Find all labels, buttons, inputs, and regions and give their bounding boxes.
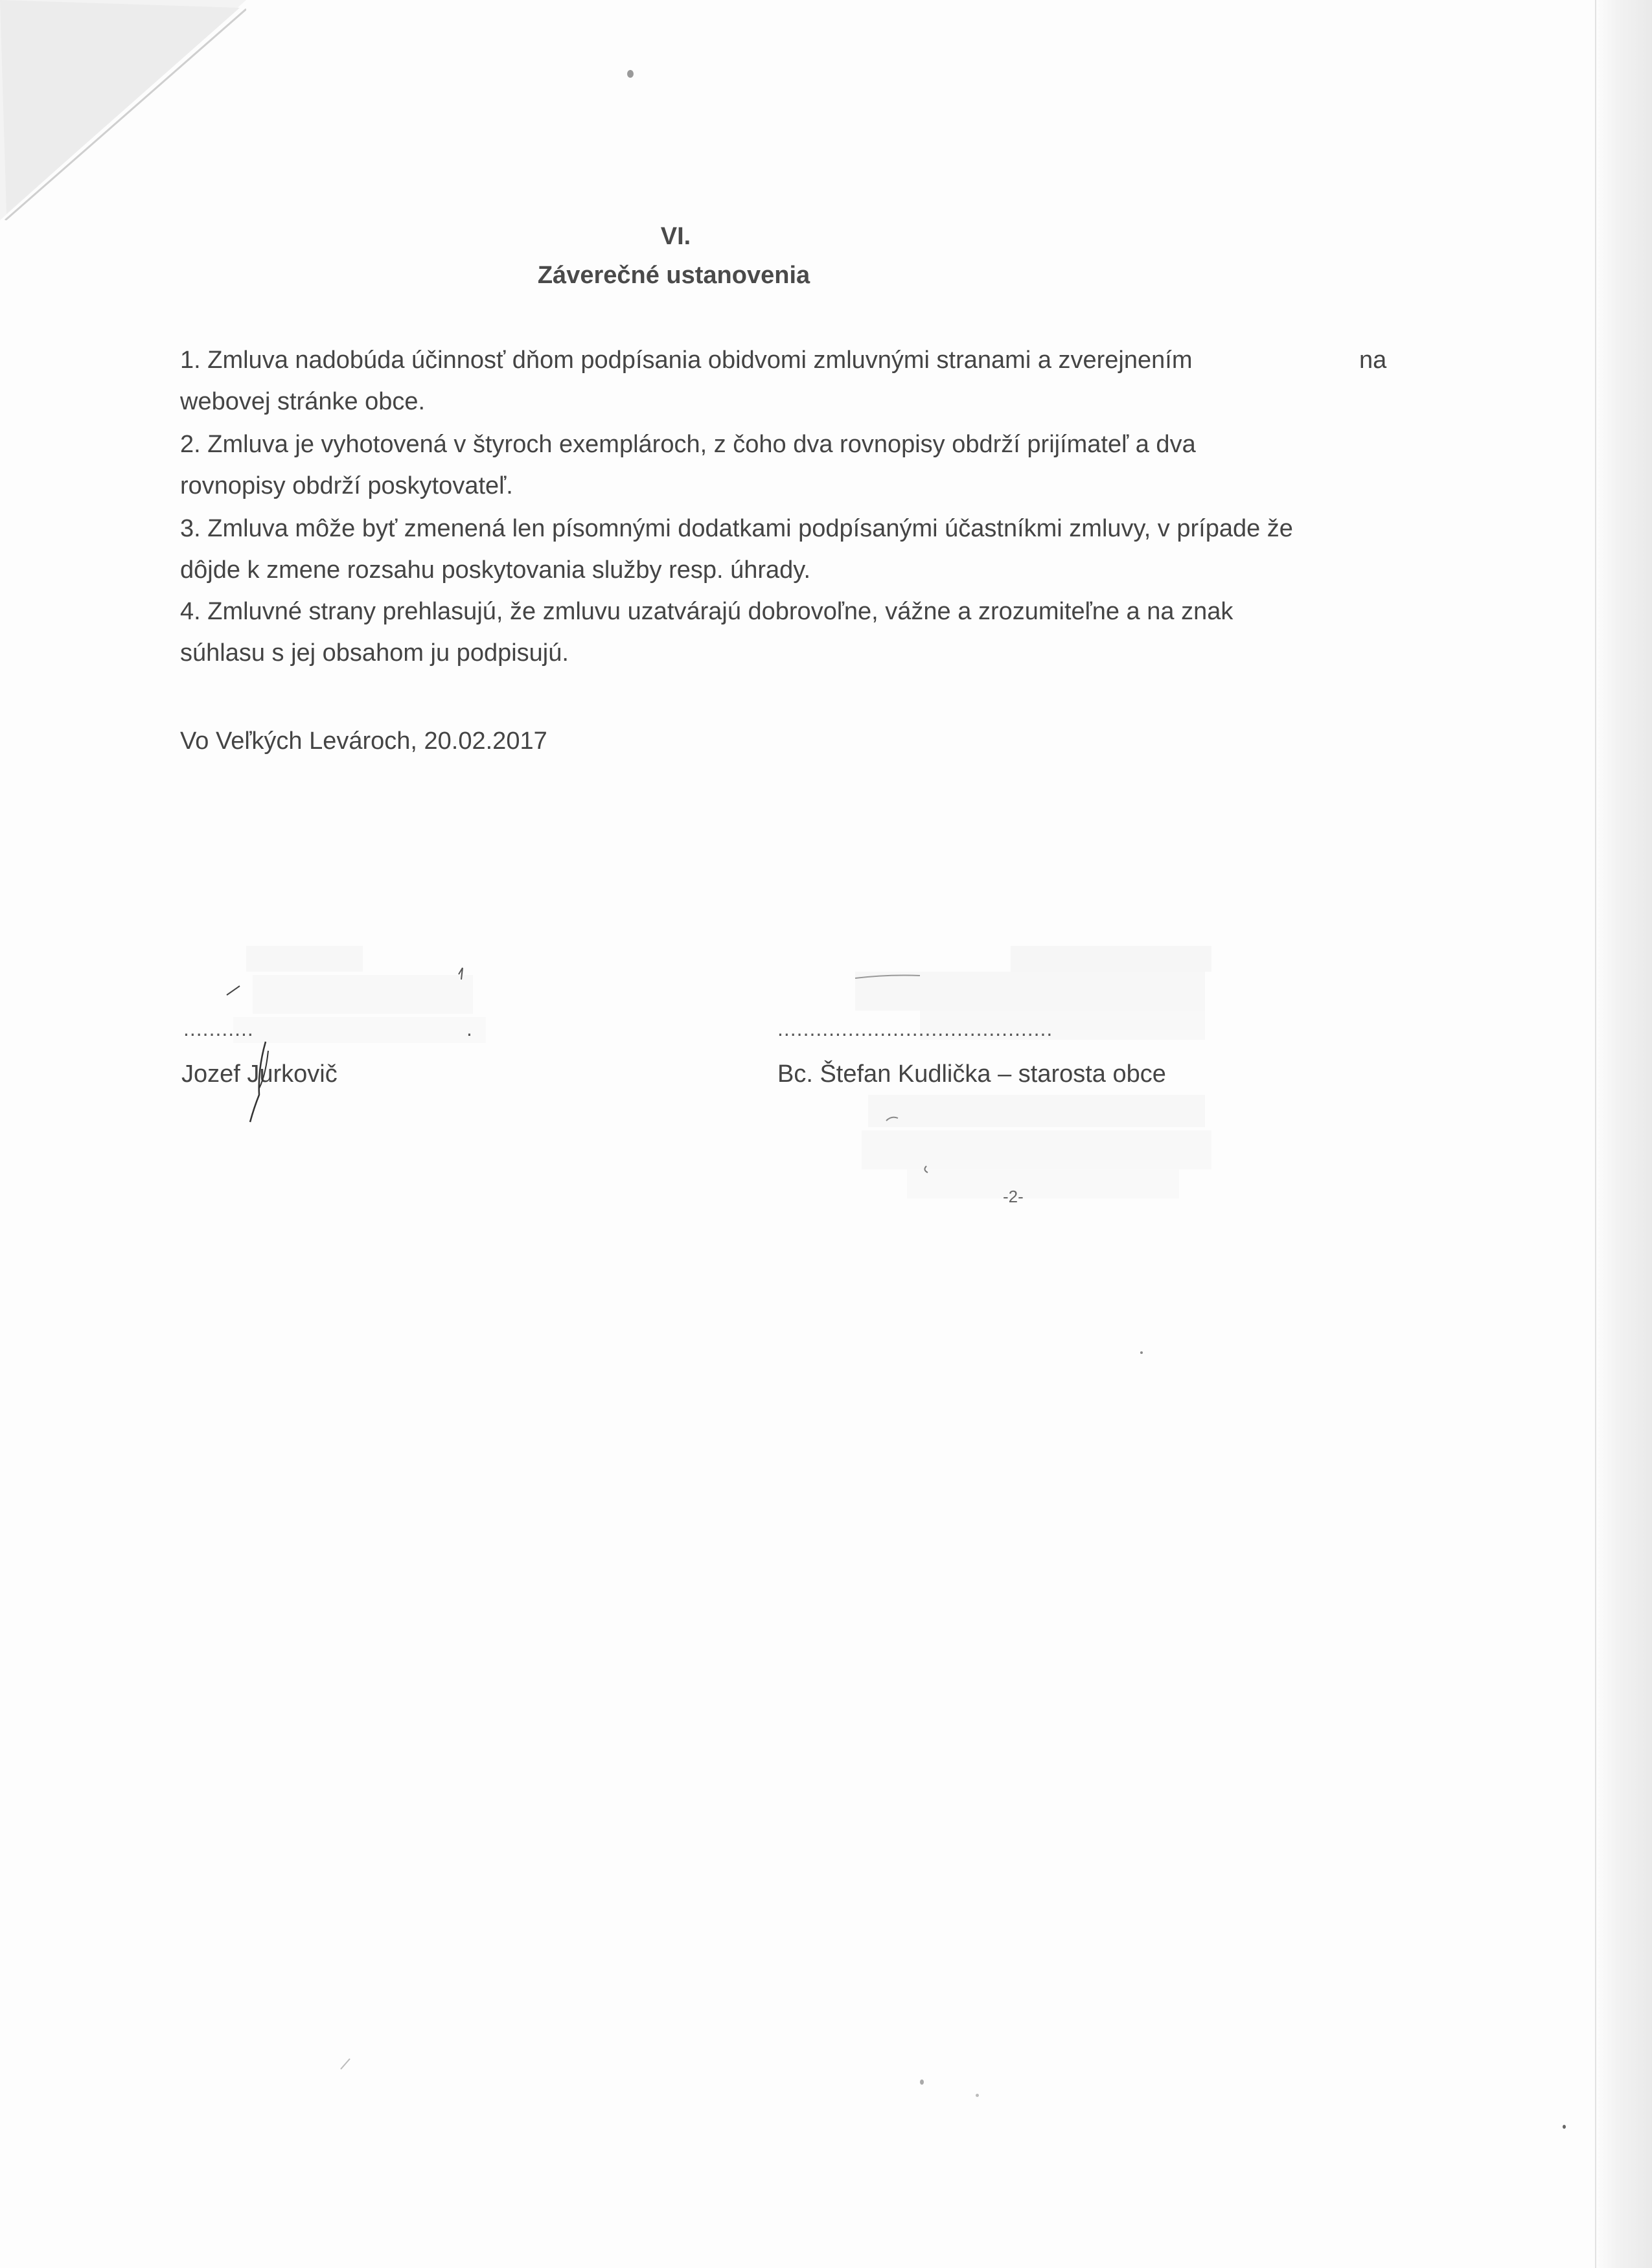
place-date: Vo Veľkých Levároch, 20.02.2017 (180, 727, 547, 755)
left-signature-line-end: . (466, 1017, 473, 1040)
paragraph-1 (180, 339, 1411, 422)
paragraph-3 (180, 508, 1411, 591)
page-number: -2- (1003, 1187, 1024, 1206)
speck (627, 70, 634, 78)
pen-mark (337, 2054, 356, 2073)
paragraph-4-line-1: 4. Zmluvné strany prehlasujú, že zmluvu uzatvárajú dobrovoľne, vážne a zrozumiteľne a na znak (180, 598, 1233, 625)
speck (920, 2079, 924, 2085)
paragraph-3-line-1: 3. Zmluva môže byť zmenená len písomnými dodatkami podpísanými účastníkmi zmluvy, v prípade že (180, 515, 1293, 542)
section-title: Záverečné ustanovenia (537, 262, 810, 289)
paragraph-4 (180, 591, 1411, 674)
paragraph-1-line-1: 1. Zmluva nadobúda účinnosť dňom podpísania obidvomi zmluvnými stranami a zverejnením (180, 347, 1193, 374)
left-signatory-name: Jozef Jurkovič (181, 1060, 338, 1088)
paragraph-1-trailing-word: na (1359, 347, 1387, 374)
scan-edge (1595, 0, 1652, 2268)
folded-corner (0, 0, 246, 220)
paragraph-3-line-2: dôjde k zmene rozsahu poskytovania služby resp. úhrady. (180, 556, 811, 584)
paragraph-2-line-2: rovnopisy obdrží poskytovateľ. (180, 472, 513, 499)
paragraph-4-line-2: súhlasu s jej obsahom ju podpisujú. (180, 639, 569, 667)
paragraph-2 (180, 424, 1411, 507)
section-number: VI. (660, 223, 691, 250)
speck (976, 2094, 979, 2097)
left-signature-stroke (240, 1037, 279, 1127)
scan-edge-line (1595, 0, 1596, 2268)
speck (1563, 2125, 1566, 2129)
left-signature-line: ........... (183, 1017, 254, 1040)
right-stamp-redacted (855, 1095, 1218, 1205)
paragraph-2-line-1: 2. Zmluva je vyhotovená v štyroch exemplároch, z čoho dva rovnopisy obdrží prijímateľ a dva (180, 431, 1196, 458)
right-signatory-name: Bc. Štefan Kudlička – starosta obce (777, 1060, 1166, 1088)
paragraph-1-line-2: webovej stránke obce. (180, 388, 426, 415)
right-signature-line: ........................................... (777, 1017, 1053, 1040)
speck (1140, 1351, 1143, 1354)
